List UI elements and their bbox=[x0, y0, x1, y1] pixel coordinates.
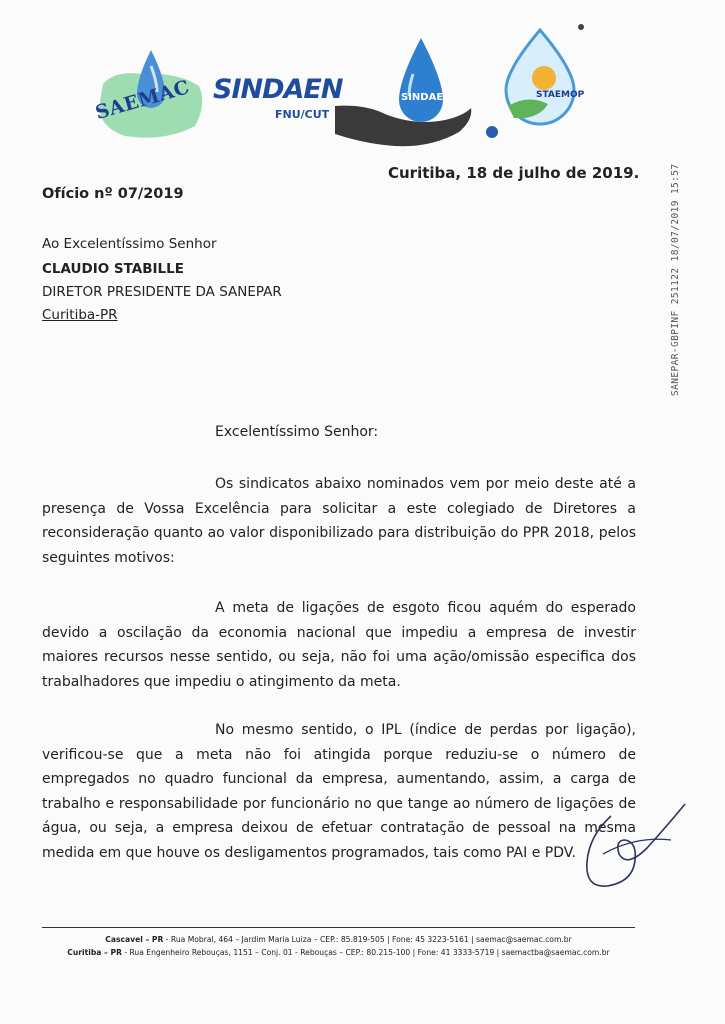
recipient-greeting: Ao Excelentíssimo Senhor bbox=[42, 236, 217, 252]
sindael-logo-text: SINDAEL bbox=[401, 92, 450, 103]
signature bbox=[575, 796, 695, 896]
staemop-logo bbox=[478, 28, 605, 146]
sindael-logo bbox=[335, 34, 475, 152]
oficio-number: Ofício nº 07/2019 bbox=[42, 186, 184, 202]
sun-drop-icon bbox=[478, 28, 605, 146]
footer-line-1-address: - Rua Mobral, 464 – Jardim Maria Luiza – CEP.: 85.819-505 | Fone: 45 3223-5161 | saemac@saemac.com.br bbox=[163, 935, 572, 944]
footer-line-2 bbox=[42, 948, 635, 957]
header-logos bbox=[92, 28, 605, 156]
body-paragraph-1: Os sindicatos abaixo nominados vem por meio deste até a presença de Vossa Excelência para solicitar a este colegiado de Diretores a reconsideração quanto ao valor disponibilizado para distribuição do PPR 2018, pelos seguintes motivos: bbox=[42, 476, 636, 566]
recipient-role: DIRETOR PRESIDENTE DA SANEPAR bbox=[42, 284, 282, 300]
saemac-logo bbox=[92, 44, 207, 144]
sindaen-logo-subtext: FNU/CUT bbox=[275, 108, 330, 121]
recipient-name: CLAUDIO STABILLE bbox=[42, 261, 184, 277]
protocol-stamp: SANEPAR-GBPINF 251122 18/07/2019 15:57 bbox=[670, 163, 681, 396]
ink-dot bbox=[578, 24, 584, 30]
footer-line-1-city: Cascavel – PR bbox=[105, 935, 164, 944]
body-paragraph-3: No mesmo sentido, o IPL (índice de perdas por ligação), verificou-se que a meta não foi atingida porque reduziu-se o número de empregados no quadro funcional da empresa, aumentando, assim, a carga de trabalho e responsabilidade por funcionário no que tange ao número de ligações de água, ou seja, a empresa deixou de efetuar contratação de pessoal na mesma medida em que houve os desligamentos programados, tais como PAI e PDV. bbox=[42, 722, 636, 861]
body-paragraph-2: A meta de ligações de esgoto ficou aquém do esperado devido a oscilação da economia nacional que impediu a empresa de investir maiores recursos nesse sentido, ou seja, não foi uma ação/omissão especifica dos trabalhadores que impediu o atingimento da meta. bbox=[42, 600, 636, 690]
footer-line-2-city: Curitiba – PR bbox=[67, 948, 122, 957]
salutation: Excelentíssimo Senhor: bbox=[215, 424, 379, 440]
sindaen-logo bbox=[213, 74, 343, 144]
footer-line-1 bbox=[42, 935, 635, 944]
sindaen-logo-text: SINDAEN bbox=[213, 74, 343, 105]
footer-divider bbox=[42, 927, 635, 928]
recipient-city: Curitiba-PR bbox=[42, 307, 118, 323]
letter-date: Curitiba, 18 de julho de 2019. bbox=[388, 164, 640, 182]
saemac-logo-text: SAEMAC bbox=[92, 76, 193, 124]
footer-line-2-address: - Rua Engenheiro Rebouças, 1151 – Conj. 01 - Rebouças – CEP.: 80.215-100 | Fone: 41 3333-5719 | saemactba@saemac.com.br bbox=[121, 948, 610, 957]
staemop-logo-text: STAEMOP bbox=[536, 90, 585, 100]
